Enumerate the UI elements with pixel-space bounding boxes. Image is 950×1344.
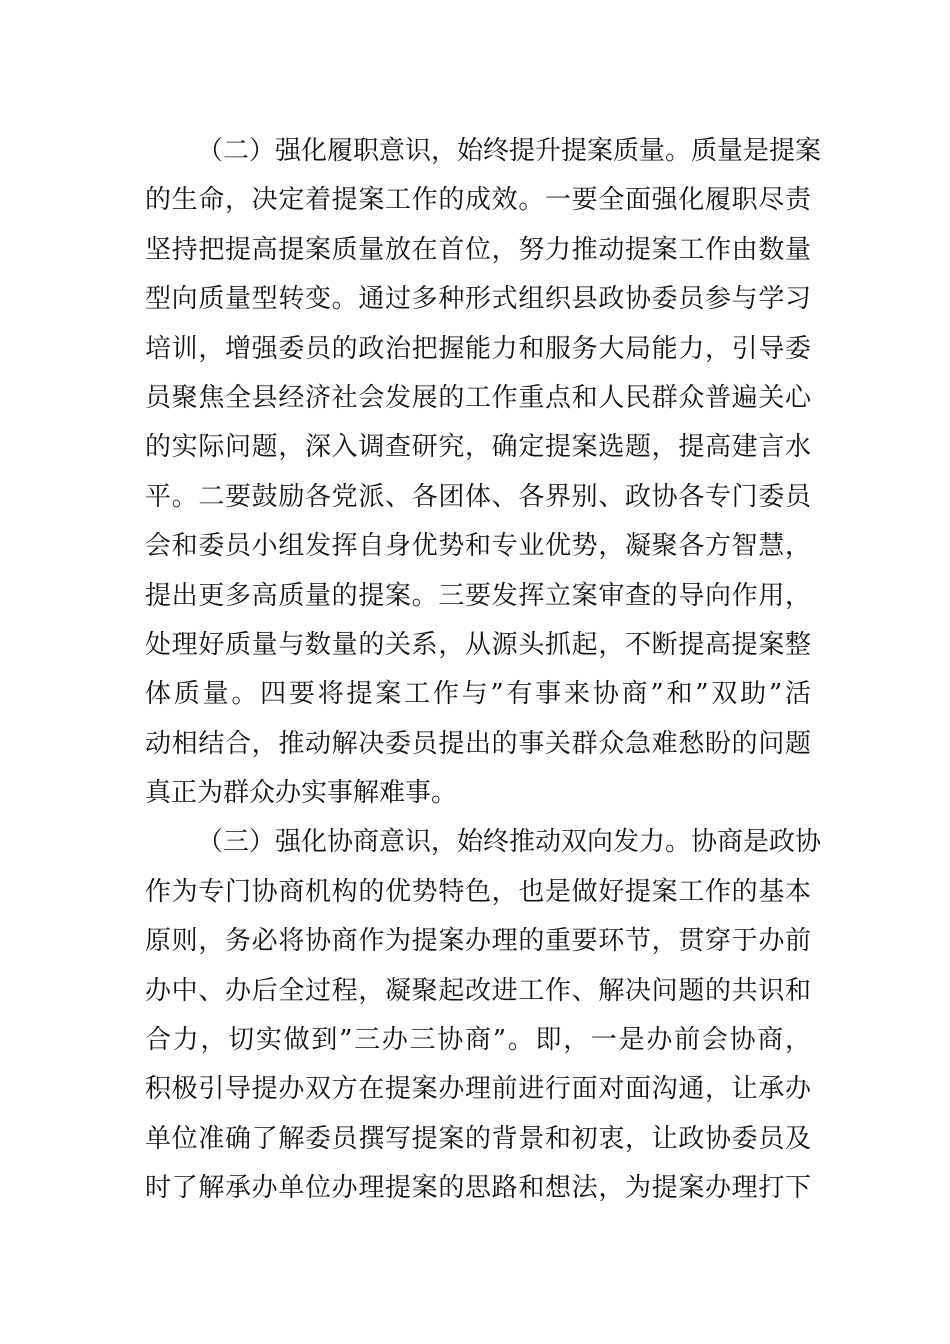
text-line: 作为专门协商机构的优势特色，也是做好提案工作的基本 bbox=[145, 876, 811, 907]
text-line: 单位准确了解委员撰写提案的背景和初衷，让政协委员及 bbox=[145, 1123, 811, 1154]
text-line: 提出更多高质量的提案。三要发挥立案审查的导向作用， bbox=[145, 580, 811, 611]
text-line: 动相结合，推动解决委员提出的事关群众急难愁盼的问题 bbox=[145, 728, 811, 759]
text-line: 处理好质量与数量的关系，从源头抓起，不断提高提案整 bbox=[145, 629, 811, 660]
text-line: 的生命，决定着提案工作的成效。一要全面强化履职尽责 bbox=[145, 185, 811, 216]
text-line: 培训，增强委员的政治把握能力和服务大局能力，引导委 bbox=[145, 333, 811, 364]
text-line: 员聚焦全县经济社会发展的工作重点和人民群众普遍关心 bbox=[145, 382, 811, 413]
paragraph-strengthen-duty bbox=[145, 127, 822, 818]
text-line: 坚持把提高提案质量放在首位，努力推动提案工作由数量 bbox=[145, 234, 811, 265]
text-line: 的实际问题，深入调查研究，确定提案选题，提高建言水 bbox=[145, 432, 811, 463]
text-line: （三）强化协商意识，始终推动双向发力。协商是政协 bbox=[197, 827, 822, 858]
text-line: 平。二要鼓励各党派、各团体、各界别、政协各专门委员 bbox=[145, 481, 811, 512]
text-line: 合力，切实做到”三办三协商”。即，一是办前会协商， bbox=[145, 1025, 811, 1056]
document-body bbox=[145, 127, 822, 1214]
text-line: 体质量。四要将提案工作与”有事来协商”和”双助”活 bbox=[145, 679, 811, 710]
text-line: 真正为群众办实事解难事。 bbox=[145, 778, 458, 809]
text-line: 原则，务必将协商作为提案办理的重要环节，贯穿于办前 bbox=[145, 926, 811, 957]
text-line: （二）强化履职意识，始终提升提案质量。质量是提案 bbox=[197, 136, 822, 166]
paragraph-strengthen-consultation bbox=[145, 818, 822, 1213]
text-line: 会和委员小组发挥自身优势和专业优势，凝聚各方智慧， bbox=[145, 531, 811, 562]
text-line: 时了解承办单位办理提案的思路和想法，为提案办理打下 bbox=[145, 1173, 811, 1204]
text-line: 办中、办后全过程，凝聚起改进工作、解决问题的共识和 bbox=[145, 975, 811, 1006]
text-line: 型向质量型转变。通过多种形式组织县政协委员参与学习 bbox=[145, 284, 811, 315]
text-line: 积极引导提办双方在提案办理前进行面对面沟通，让承办 bbox=[145, 1074, 811, 1105]
